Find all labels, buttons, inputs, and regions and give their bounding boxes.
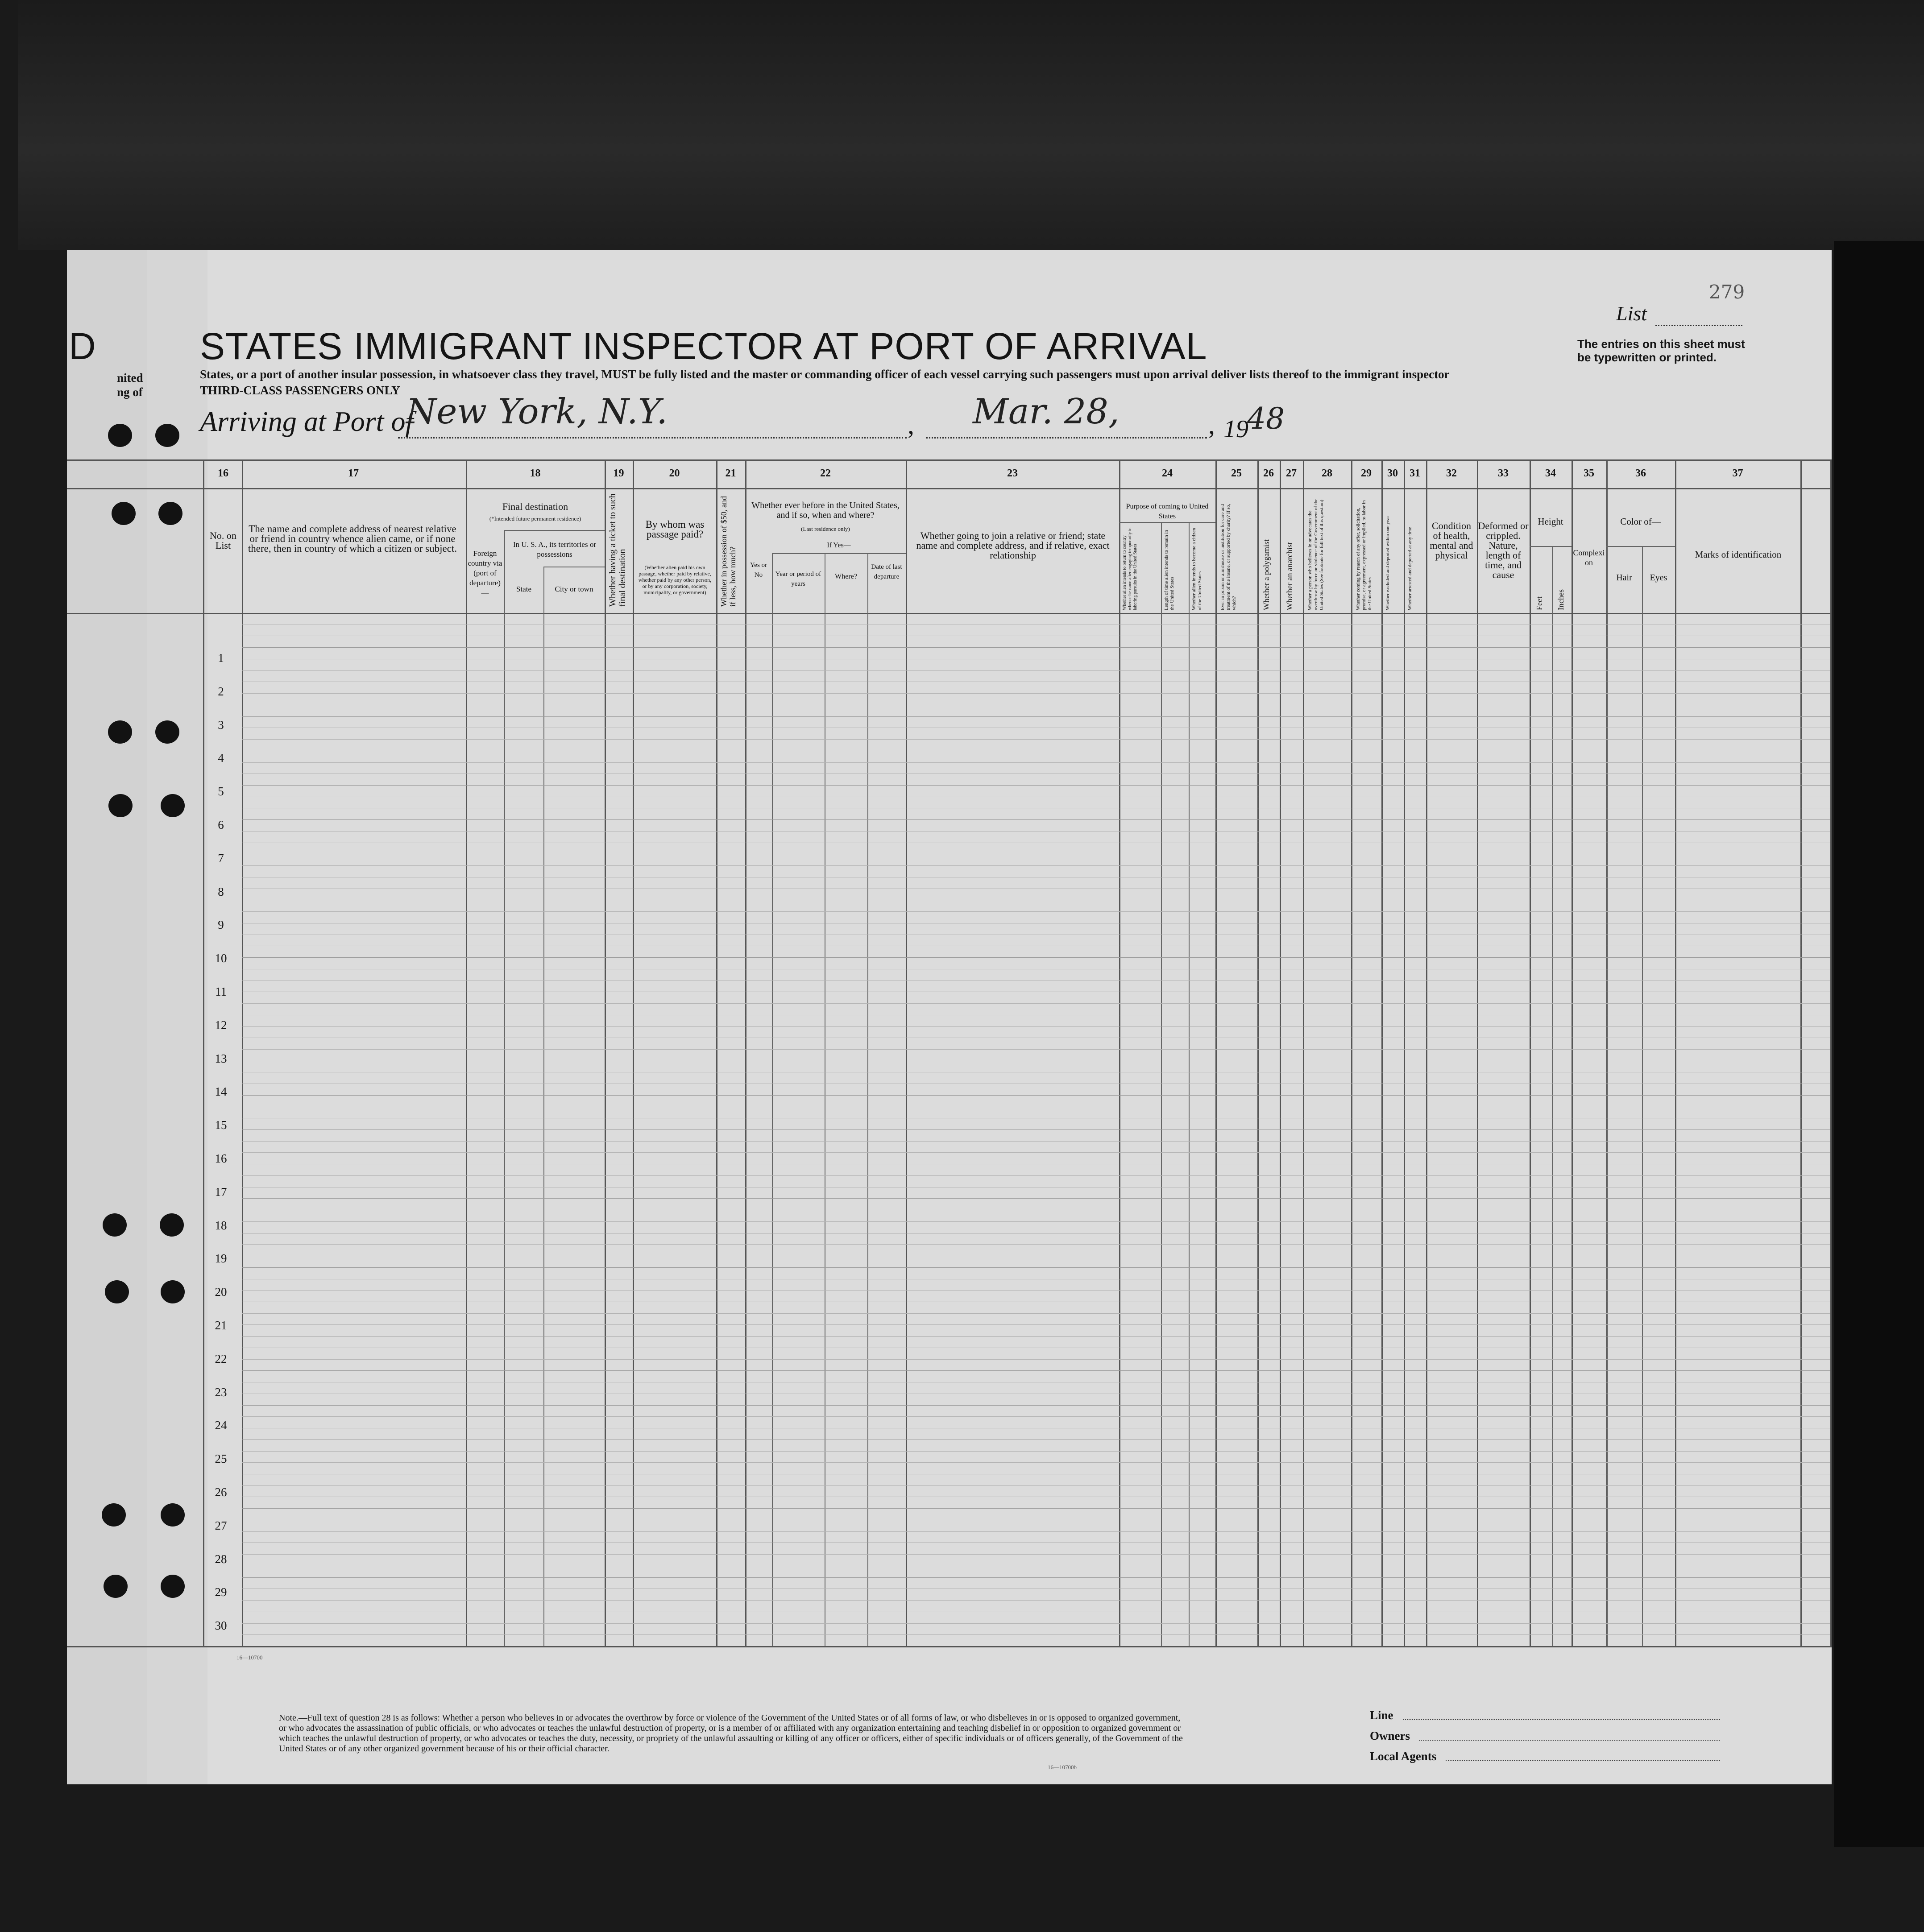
row-number: 9: [218, 918, 224, 931]
row-rule: [242, 762, 1830, 763]
header-yes-or-no: Yes or No: [750, 562, 767, 579]
row-number: 30: [215, 1619, 227, 1632]
colnum-26: 26: [1263, 467, 1274, 479]
col-line-36a: [1642, 546, 1643, 1646]
col-line-21: [716, 459, 717, 1646]
row-rule: [242, 1198, 1830, 1199]
header-final-destination: Final destination: [502, 501, 568, 512]
col-line-26: [1257, 459, 1259, 1646]
col-line-25: [1215, 459, 1217, 1646]
header-marks: Marks of identification: [1695, 549, 1782, 560]
row-rule: [242, 1554, 1830, 1555]
colnum-31: 31: [1410, 467, 1420, 479]
punch-hole: [161, 1575, 185, 1598]
col-line-18a: [504, 530, 505, 1646]
form-code-2: 16—10700b: [1048, 1764, 1077, 1771]
row-rule: [242, 1600, 1830, 1601]
header-in-usa: In U. S. A., its territories or possessions: [513, 540, 597, 559]
col-line-29: [1351, 459, 1352, 1646]
colnum-25: 25: [1231, 467, 1242, 479]
col-line-34: [1530, 459, 1531, 1646]
punch-hole: [155, 424, 179, 447]
row-number: 24: [215, 1419, 227, 1432]
row-number: 18: [215, 1219, 227, 1232]
header-year-or-period: Year or period of years: [775, 571, 821, 587]
year-prefix: 19: [1223, 415, 1248, 443]
row-rule: [242, 647, 1830, 648]
header-eyes: Eyes: [1650, 573, 1667, 583]
colnum-17: 17: [348, 467, 359, 479]
header-state: State: [516, 585, 531, 593]
colnum-22: 22: [820, 467, 831, 479]
form-code: 16—10700: [236, 1654, 263, 1661]
col-line-24a: [1161, 522, 1162, 1646]
row-number: 15: [215, 1118, 227, 1132]
row-number: 26: [215, 1485, 227, 1499]
row-rule: [242, 1324, 1830, 1325]
row-number: 25: [215, 1452, 227, 1465]
owners-signature-line: [1419, 1740, 1720, 1741]
header-complexion: Complexion: [1573, 548, 1605, 567]
punch-hole: [104, 1575, 128, 1598]
header-going-to-join: Whether going to join a relative or friend; state name and complete address, and if relative, exact relationship: [916, 530, 1110, 561]
colnum-24: 24: [1162, 467, 1173, 479]
row-rule: [242, 1485, 1830, 1486]
header-inches: Inches: [1556, 589, 1565, 610]
col-line-37: [1675, 459, 1676, 1646]
header-condition: Condition of health, mental and physical: [1430, 520, 1473, 561]
row-number: 12: [215, 1018, 227, 1032]
row-number: 16: [215, 1152, 227, 1165]
row-rule: [242, 1141, 1830, 1142]
header-deformed: Deformed or crippled. Nature, length of time, and cause: [1478, 520, 1529, 580]
footnote: Note.—Full text of question 28 is as follows: Whether a person who believes in or advocates the overthrow by force or violence of the Government of the United States or of all forms of law, or who disbelieves in or is opposed to organized government, or who advocates the assassination of public officials, or who advocates or teaches the unlawful destruction of property, or is a member of or affiliated with any organization entertaining and teaching disbelief in or opposition to organized government or which teaches the unlawful destruction of property, or who advocates or teaches the duty, necessity, or propriety of the unlawful assaulting or killing of any officer or officers, either of specific individuals or of officers generally, of the Government of the United States or of any other organized government because of his or their official character.: [279, 1713, 1183, 1754]
c24-sub-line: [1119, 522, 1215, 523]
header-bottom-border: [67, 613, 1832, 614]
header-fifty-dollars: Whether in possession of $50, and if less, how much?: [719, 496, 737, 607]
row-number: 4: [218, 751, 224, 765]
punch-hole: [108, 424, 132, 447]
row-rule: [242, 1049, 1830, 1050]
list-dotted-line: [1655, 325, 1742, 326]
col-line-16: [203, 459, 204, 1646]
row-rule: [242, 865, 1830, 866]
row-rule: [242, 1370, 1830, 1371]
owners-label: Owners: [1370, 1729, 1410, 1742]
colnum-35: 35: [1584, 467, 1594, 479]
header-last-residence: (Last residence only): [801, 525, 850, 532]
header-feet: Feet: [1535, 596, 1544, 610]
row-rule: [242, 911, 1830, 912]
col-line-24: [1119, 459, 1120, 1646]
row-rule: [242, 1129, 1830, 1130]
table-top-border: [67, 459, 1832, 461]
row-rule: [242, 1577, 1830, 1578]
header-where: Where?: [835, 573, 857, 580]
colnum-20: 20: [669, 467, 680, 479]
punch-hole: [158, 502, 182, 525]
row-number: 6: [218, 818, 224, 832]
row-number: 3: [218, 718, 224, 732]
row-number: 14: [215, 1085, 227, 1098]
header-nearest-relative: The name and complete address of nearest relative or friend in country whence alien came, or if none there, then in country of which a citizen or subject.: [248, 523, 457, 554]
colnum-36: 36: [1635, 467, 1646, 479]
left-page-title-fragment: D: [69, 325, 96, 367]
row-rule: [242, 670, 1830, 671]
col-line-27: [1280, 459, 1281, 1646]
col-line-30: [1381, 459, 1383, 1646]
row-rule: [242, 1634, 1830, 1635]
local-agents-signature-line: [1446, 1760, 1720, 1761]
row-rule: [242, 739, 1830, 740]
year-handwritten: 48: [1247, 401, 1285, 436]
row-rule: [242, 1095, 1830, 1096]
header-foreign-country: Foreign country via (port of departure)—: [468, 549, 502, 597]
row-number: 19: [215, 1252, 227, 1265]
colnum-28: 28: [1322, 467, 1332, 479]
row-rule: [242, 957, 1830, 958]
header-hair: Hair: [1616, 573, 1632, 583]
row-rule: [242, 1508, 1830, 1509]
row-number: 21: [215, 1319, 227, 1332]
port-line: [398, 437, 907, 439]
col-line-28: [1303, 459, 1304, 1646]
entries-note-line-1: The entries on this sheet must: [1577, 337, 1745, 351]
col-line-24b: [1189, 522, 1190, 1646]
row-rule: [242, 1416, 1830, 1417]
line-label: Line: [1370, 1709, 1393, 1722]
col-line-18b: [543, 567, 544, 1646]
c18-sub-line: [504, 530, 605, 531]
header-purpose-citizen: Whether alien intends to become a citizen of the United States: [1191, 528, 1202, 610]
row-rule: [242, 785, 1830, 786]
binding-strip: [147, 250, 207, 1784]
instruction-line: States, or a port of another insular possession, in whatsoever class they travel, MUST be fully listed and the master or commanding officer of each vessel carrying such passengers must upon arrival deliver lists thereof to the immigrant inspector: [200, 368, 1450, 381]
punch-hole: [161, 794, 185, 817]
row-rule: [242, 1244, 1830, 1245]
row-number: 23: [215, 1386, 227, 1399]
local-agents-label: Local Agents: [1370, 1750, 1437, 1763]
row-rule: [242, 1405, 1830, 1406]
date-handwritten: Mar. 28,: [973, 392, 1120, 432]
row-rule: [242, 1267, 1830, 1268]
row-rule: [242, 1003, 1830, 1004]
header-anarchist: Whether an anarchist: [1285, 542, 1294, 610]
left-page-line-1: nited: [117, 371, 143, 385]
punch-hole: [161, 1280, 185, 1303]
colnum-19: 19: [613, 467, 624, 479]
row-rule: [242, 831, 1830, 832]
header-city-or-town: City or town: [555, 585, 593, 593]
header-if-yes: If Yes—: [827, 542, 851, 549]
col-line-34a: [1552, 546, 1553, 1646]
col-line-23: [906, 459, 907, 1646]
header-arrested: Whether arrested and deported at any time: [1407, 527, 1413, 610]
colnum-23: 23: [1007, 467, 1018, 479]
punch-hole: [155, 720, 179, 744]
row-number: 1: [218, 651, 224, 665]
dark-top-margin: [18, 0, 1924, 250]
col-line-22a: [772, 553, 773, 1646]
col-line-22c: [867, 553, 868, 1646]
list-number: 279: [1709, 281, 1745, 303]
date-line: [926, 437, 1207, 439]
row-number: 11: [215, 985, 227, 998]
punch-hole: [102, 1503, 126, 1527]
row-number: 22: [215, 1352, 227, 1365]
header-color-of: Color of—: [1620, 516, 1661, 527]
row-rule: [242, 1462, 1830, 1463]
row-number: 28: [215, 1552, 227, 1566]
row-rule: [242, 1290, 1830, 1291]
header-overthrow: Whether a person who believes in or advocates the overthrow by force or violence of the Government of the United States (See footnote for full text of this question): [1307, 498, 1324, 610]
entries-note-line-2: be typewritten or printed.: [1577, 351, 1717, 364]
col-line-31: [1404, 459, 1405, 1646]
header-passage-paid-sub: (Whether alien paid his own passage, whether paid by relative, whether paid by any other person, or by any corporation, society, municipality, or government): [638, 564, 712, 596]
arriving-label: Arriving at Port of: [200, 405, 414, 437]
dark-right-margin: [1834, 241, 1924, 1847]
header-polygamist: Whether a polygamist: [1262, 539, 1271, 610]
col-line-36: [1606, 459, 1608, 1646]
row-number: 29: [215, 1585, 227, 1599]
punch-hole: [112, 502, 136, 525]
col-line-18: [466, 459, 467, 1646]
punch-hole: [103, 1213, 127, 1237]
row-number: 27: [215, 1519, 227, 1532]
line-signature-line: [1403, 1719, 1720, 1720]
col-line-19: [605, 459, 606, 1646]
row-rule: [242, 1451, 1830, 1452]
row-number: 17: [215, 1185, 227, 1199]
row-number: 13: [215, 1052, 227, 1065]
header-offer-to-labor: Whether coming by reason of any offer, solicitation, promise, or agreement, expressed or implied, to labor in the United States: [1356, 500, 1373, 610]
row-number: 20: [215, 1285, 227, 1299]
header-height: Height: [1538, 516, 1563, 527]
row-rule: [242, 1175, 1830, 1176]
c34-sub-line: [1530, 546, 1572, 547]
row-number: 5: [218, 785, 224, 798]
table-bottom-border: [67, 1646, 1832, 1647]
c36-sub-line: [1606, 546, 1675, 547]
col-line-17: [242, 459, 243, 1646]
row-number: 10: [215, 952, 227, 965]
manifest-page: [67, 250, 1832, 1784]
row-number: 8: [218, 885, 224, 898]
punch-hole: [108, 720, 132, 744]
header-excluded: Whether excluded and deported within one year: [1385, 516, 1390, 610]
punch-hole: [105, 1280, 129, 1303]
row-number: 2: [218, 685, 224, 698]
colnum-33: 33: [1498, 467, 1509, 479]
col-line-edge: [1830, 459, 1832, 1646]
row-rule: [242, 1313, 1830, 1314]
c22-ifyes-line: [772, 553, 906, 554]
colnum-30: 30: [1387, 467, 1398, 479]
colnum-37: 37: [1732, 467, 1743, 479]
header-purpose: Purpose of coming to United States: [1126, 503, 1209, 520]
colnum-27: 27: [1286, 467, 1297, 479]
header-passage-paid: By whom was passage paid?: [645, 519, 705, 540]
header-prison: Ever in prison or almshouse or institution for care and treatment of the insane, or supported by charity? If so, which?: [1220, 504, 1237, 610]
colnum-16: 16: [218, 467, 228, 479]
punch-hole: [161, 1503, 185, 1527]
row-number: 7: [218, 852, 224, 865]
entries-note: [1577, 337, 1745, 364]
row-rule: [242, 819, 1830, 820]
row-rule: [242, 1359, 1830, 1360]
left-page-line-2: ng of: [117, 385, 143, 399]
col-line-22: [745, 459, 746, 1646]
colnum-21: 21: [725, 467, 736, 479]
colnum-32: 32: [1446, 467, 1457, 479]
comma-2: ,: [1208, 410, 1215, 439]
comma-1: ,: [908, 410, 914, 439]
col-line-35: [1572, 459, 1573, 1646]
list-label: List: [1616, 302, 1647, 325]
colnum-29: 29: [1361, 467, 1372, 479]
header-final-destination-sub: (*Intended future permanent residence): [489, 515, 581, 522]
row-rule: [242, 716, 1830, 717]
page-title: STATES IMMIGRANT INSPECTOR AT PORT OF ARRIVAL: [200, 325, 1207, 367]
row-rule: [242, 1623, 1830, 1624]
port-handwritten: New York, N.Y.: [406, 392, 668, 432]
col-line-end: [1800, 459, 1802, 1646]
colnum-18: 18: [530, 467, 541, 479]
row-rule: [242, 1221, 1830, 1222]
class-line: THIRD-CLASS PASSENGERS ONLY: [200, 384, 400, 397]
col-line-33: [1477, 459, 1478, 1646]
header-purpose-length: Length of time alien intends to remain in the United States: [1164, 530, 1175, 610]
header-ticket: Whether having a ticket to such final destination: [608, 493, 627, 607]
header-purpose-return: Whether alien intends to return to country whence he came after engaging temporarily in laboring pursuits in the United States: [1122, 527, 1138, 610]
header-no-on-list: No. on List: [210, 530, 236, 551]
colnum-34: 34: [1545, 467, 1556, 479]
punch-hole: [108, 794, 133, 817]
row-rule: [242, 693, 1830, 694]
row-rule: [242, 1152, 1830, 1153]
col-line-32: [1426, 459, 1427, 1646]
punch-hole: [160, 1213, 184, 1237]
col-line-20: [633, 459, 634, 1646]
row-rule: [242, 1531, 1830, 1532]
folded-left-page: [67, 250, 149, 1784]
header-date-of-departure: Date of last departure: [871, 563, 902, 580]
header-ever-before: Whether ever before in the United States, and if so, when and where?: [751, 501, 900, 520]
column-number-row-border: [67, 488, 1832, 489]
